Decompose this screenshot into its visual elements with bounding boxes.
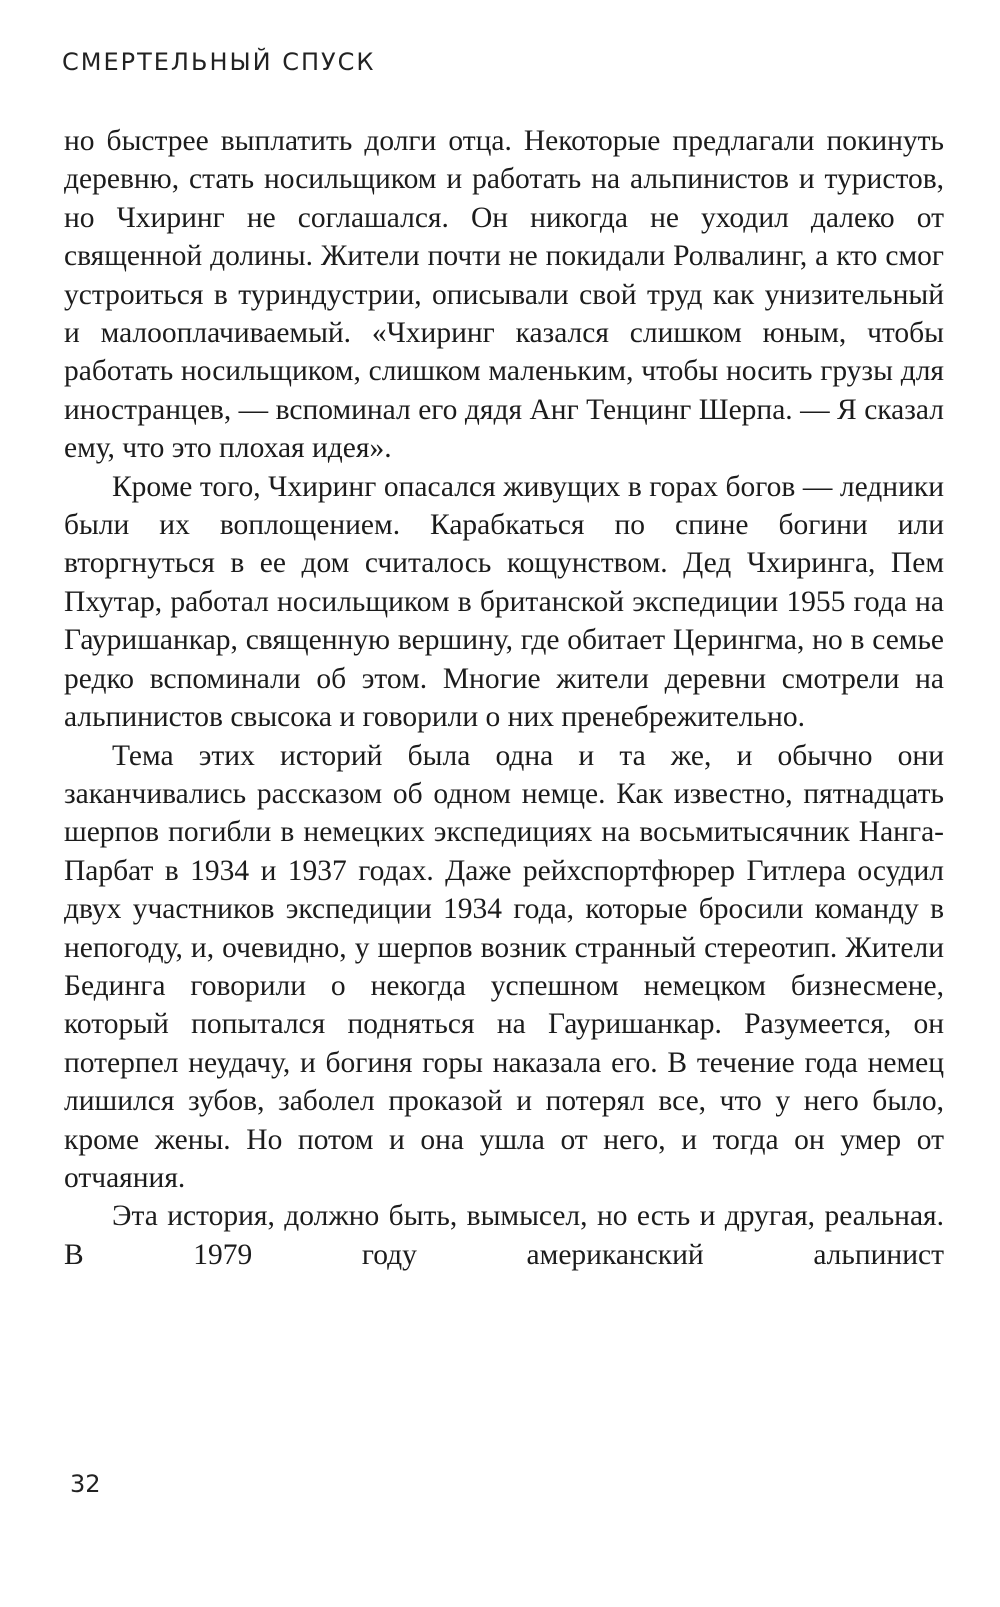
running-header: СМЕРТЕЛЬНЫЙ СПУСК (62, 48, 376, 76)
page-body (64, 122, 944, 1274)
page-number: 32 (70, 1470, 101, 1498)
paragraph-1: но быстрее выплатить долги отца. Некоторые предлагали покинуть деревню, стать носильщиком и работать на альпинистов и туристов, но Чхиринг не соглашался. Он никогда не уходил далеко от священной долины. Жители почти не покидали Ролвалинг, а кто смог устроиться в туриндустрии, описывали свой труд как унизительный и малооплачиваемый. «Чхиринг казался слишком юным, чтобы работать носильщиком, слишком маленьким, чтобы носить грузы для иностранцев, — вспоминал его дядя Анг Тенцинг Шерпа. — Я сказал ему, что это плохая идея». (64, 125, 944, 465)
paragraph-3: Тема этих историй была одна и та же, и обычно они заканчивались рассказом об одном немце. Как известно, пятнадцать шерпов погибли в немецких экспедициях на восьмитысячник Нанга-Парбат в 1934 и 1937 годах. Даже рейхспортфюрер Гитлера осудил двух участников экспедиции 1934 года, которые бросили команду в непогоду, и, очевидно, у шерпов возник странный стереотип. Жители Бединга говорили о некогда успешном немецком бизнесмене, который попытался подняться на Гауришанкар. Разумеется, он потерпел неудачу, и богиня горы наказала его. В течение года немец лишился зубов, заболел проказой и потерял все, что у него было, кроме жены. Но потом и она ушла от него, и тогда он умер от отчаяния. (64, 739, 944, 1194)
paragraph-2: Кроме того, Чхиринг опасался живущих в горах богов — ледники были их воплощением. Карабкаться по спине богини или вторгнуться в ее дом считалось кощунством. Дед Чхиринга, Пем Пхутар, работал носильщиком в британской экспедиции 1955 года на Гауришанкар, священную вершину, где обитает Церингма, но в семье редко вспоминали об этом. Многие жители деревни смотрели на альпинистов свысока и говорили о них пренебрежительно. (64, 470, 944, 734)
paragraph-4: Эта история, должно быть, вымысел, но есть и другая, реальная. В 1979 году американский альпинист (64, 1200, 944, 1271)
